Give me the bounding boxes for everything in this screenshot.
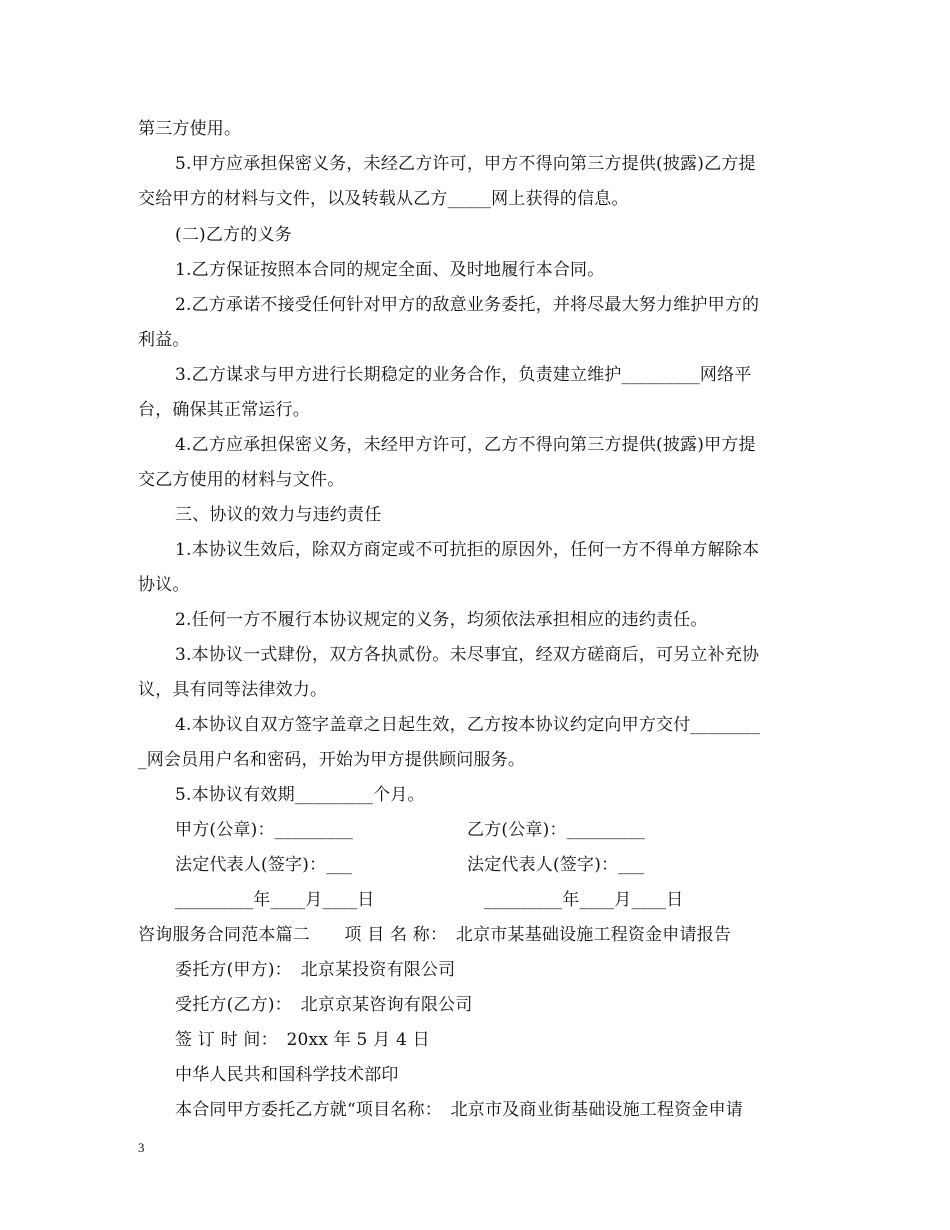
text-line: 4.本协议自双方签字盖章之日起生效，乙方按本协议约定向甲方交付________ xyxy=(175,715,761,735)
text-line: 本合同甲方委托乙方就“项目名称： 北京市及商业街基础设施工程资金申请 xyxy=(175,1100,743,1120)
text-line: 受托方(乙方)： 北京京某咨询有限公司 xyxy=(175,995,473,1015)
party-a-seal-line: 甲方(公章)：_________ xyxy=(175,820,353,840)
text-line: 台，确保其正常运行。 xyxy=(138,400,310,420)
text-line: 3.乙方谋求与甲方进行长期稳定的业务合作，负责建立维护_________网络平 xyxy=(175,365,752,385)
text-line: 第三方使用。 xyxy=(138,119,242,139)
text-line: 利益。 xyxy=(138,330,190,350)
party-b-representative-line: 法定代表人(签字)：___ xyxy=(467,855,645,875)
text-line: 2.乙方承诺不接受任何针对甲方的敌意业务委托，并将尽最大努力维护甲方的 xyxy=(175,295,760,315)
page-number: 3 xyxy=(138,1140,145,1155)
text-line: 咨询服务合同范本篇二 项 目 名 称： 北京市某基础设施工程资金申请报告 xyxy=(138,925,732,945)
text-line: 交乙方使用的材料与文件。 xyxy=(138,470,345,490)
text-line: 5.甲方应承担保密义务，未经乙方许可，甲方不得向第三方提供(披露)乙方提 xyxy=(175,154,756,174)
text-line: 3.本协议一式肆份，双方各执贰份。未尽事宜，经双方磋商后，可另立补充协 xyxy=(175,645,760,665)
text-line: 签 订 时 间： 20xx 年 5 月 4 日 xyxy=(175,1030,430,1050)
text-line: 4.乙方应承担保密义务，未经甲方许可，乙方不得向第三方提供(披露)甲方提 xyxy=(175,435,756,455)
text-line: 1.乙方保证按照本合同的规定全面、及时地履行本合同。 xyxy=(175,260,605,280)
party-b-seal-line: 乙方(公章)：_________ xyxy=(467,820,645,840)
text-line: 协议。 xyxy=(138,575,190,595)
party-a-representative-line: 法定代表人(签字)：___ xyxy=(175,855,353,875)
text-line: 1.本协议生效后，除双方商定或不可抗拒的原因外，任何一方不得单方解除本 xyxy=(175,540,760,560)
party-a-date-line: _________年____月____日 xyxy=(175,890,375,910)
text-line: 交给甲方的材料与文件，以及转载从乙方_____网上获得的信息。 xyxy=(138,189,629,209)
section-heading: (二)乙方的义务 xyxy=(175,225,292,245)
text-line: 中华人民共和国科学技术部印 xyxy=(175,1065,399,1085)
text-line: _网会员用户名和密码，开始为甲方提供顾问服务。 xyxy=(138,750,526,770)
section-heading: 三、协议的效力与违约责任 xyxy=(175,505,382,525)
party-b-date-line: _________年____月____日 xyxy=(484,890,684,910)
text-line: 5.本协议有效期_________个月。 xyxy=(175,785,425,805)
text-line: 议，具有同等法律效力。 xyxy=(138,680,328,700)
text-line: 2.任何一方不履行本协议规定的义务，均须依法承担相应的违约责任。 xyxy=(175,610,708,630)
text-line: 委托方(甲方)： 北京某投资有限公司 xyxy=(175,960,456,980)
